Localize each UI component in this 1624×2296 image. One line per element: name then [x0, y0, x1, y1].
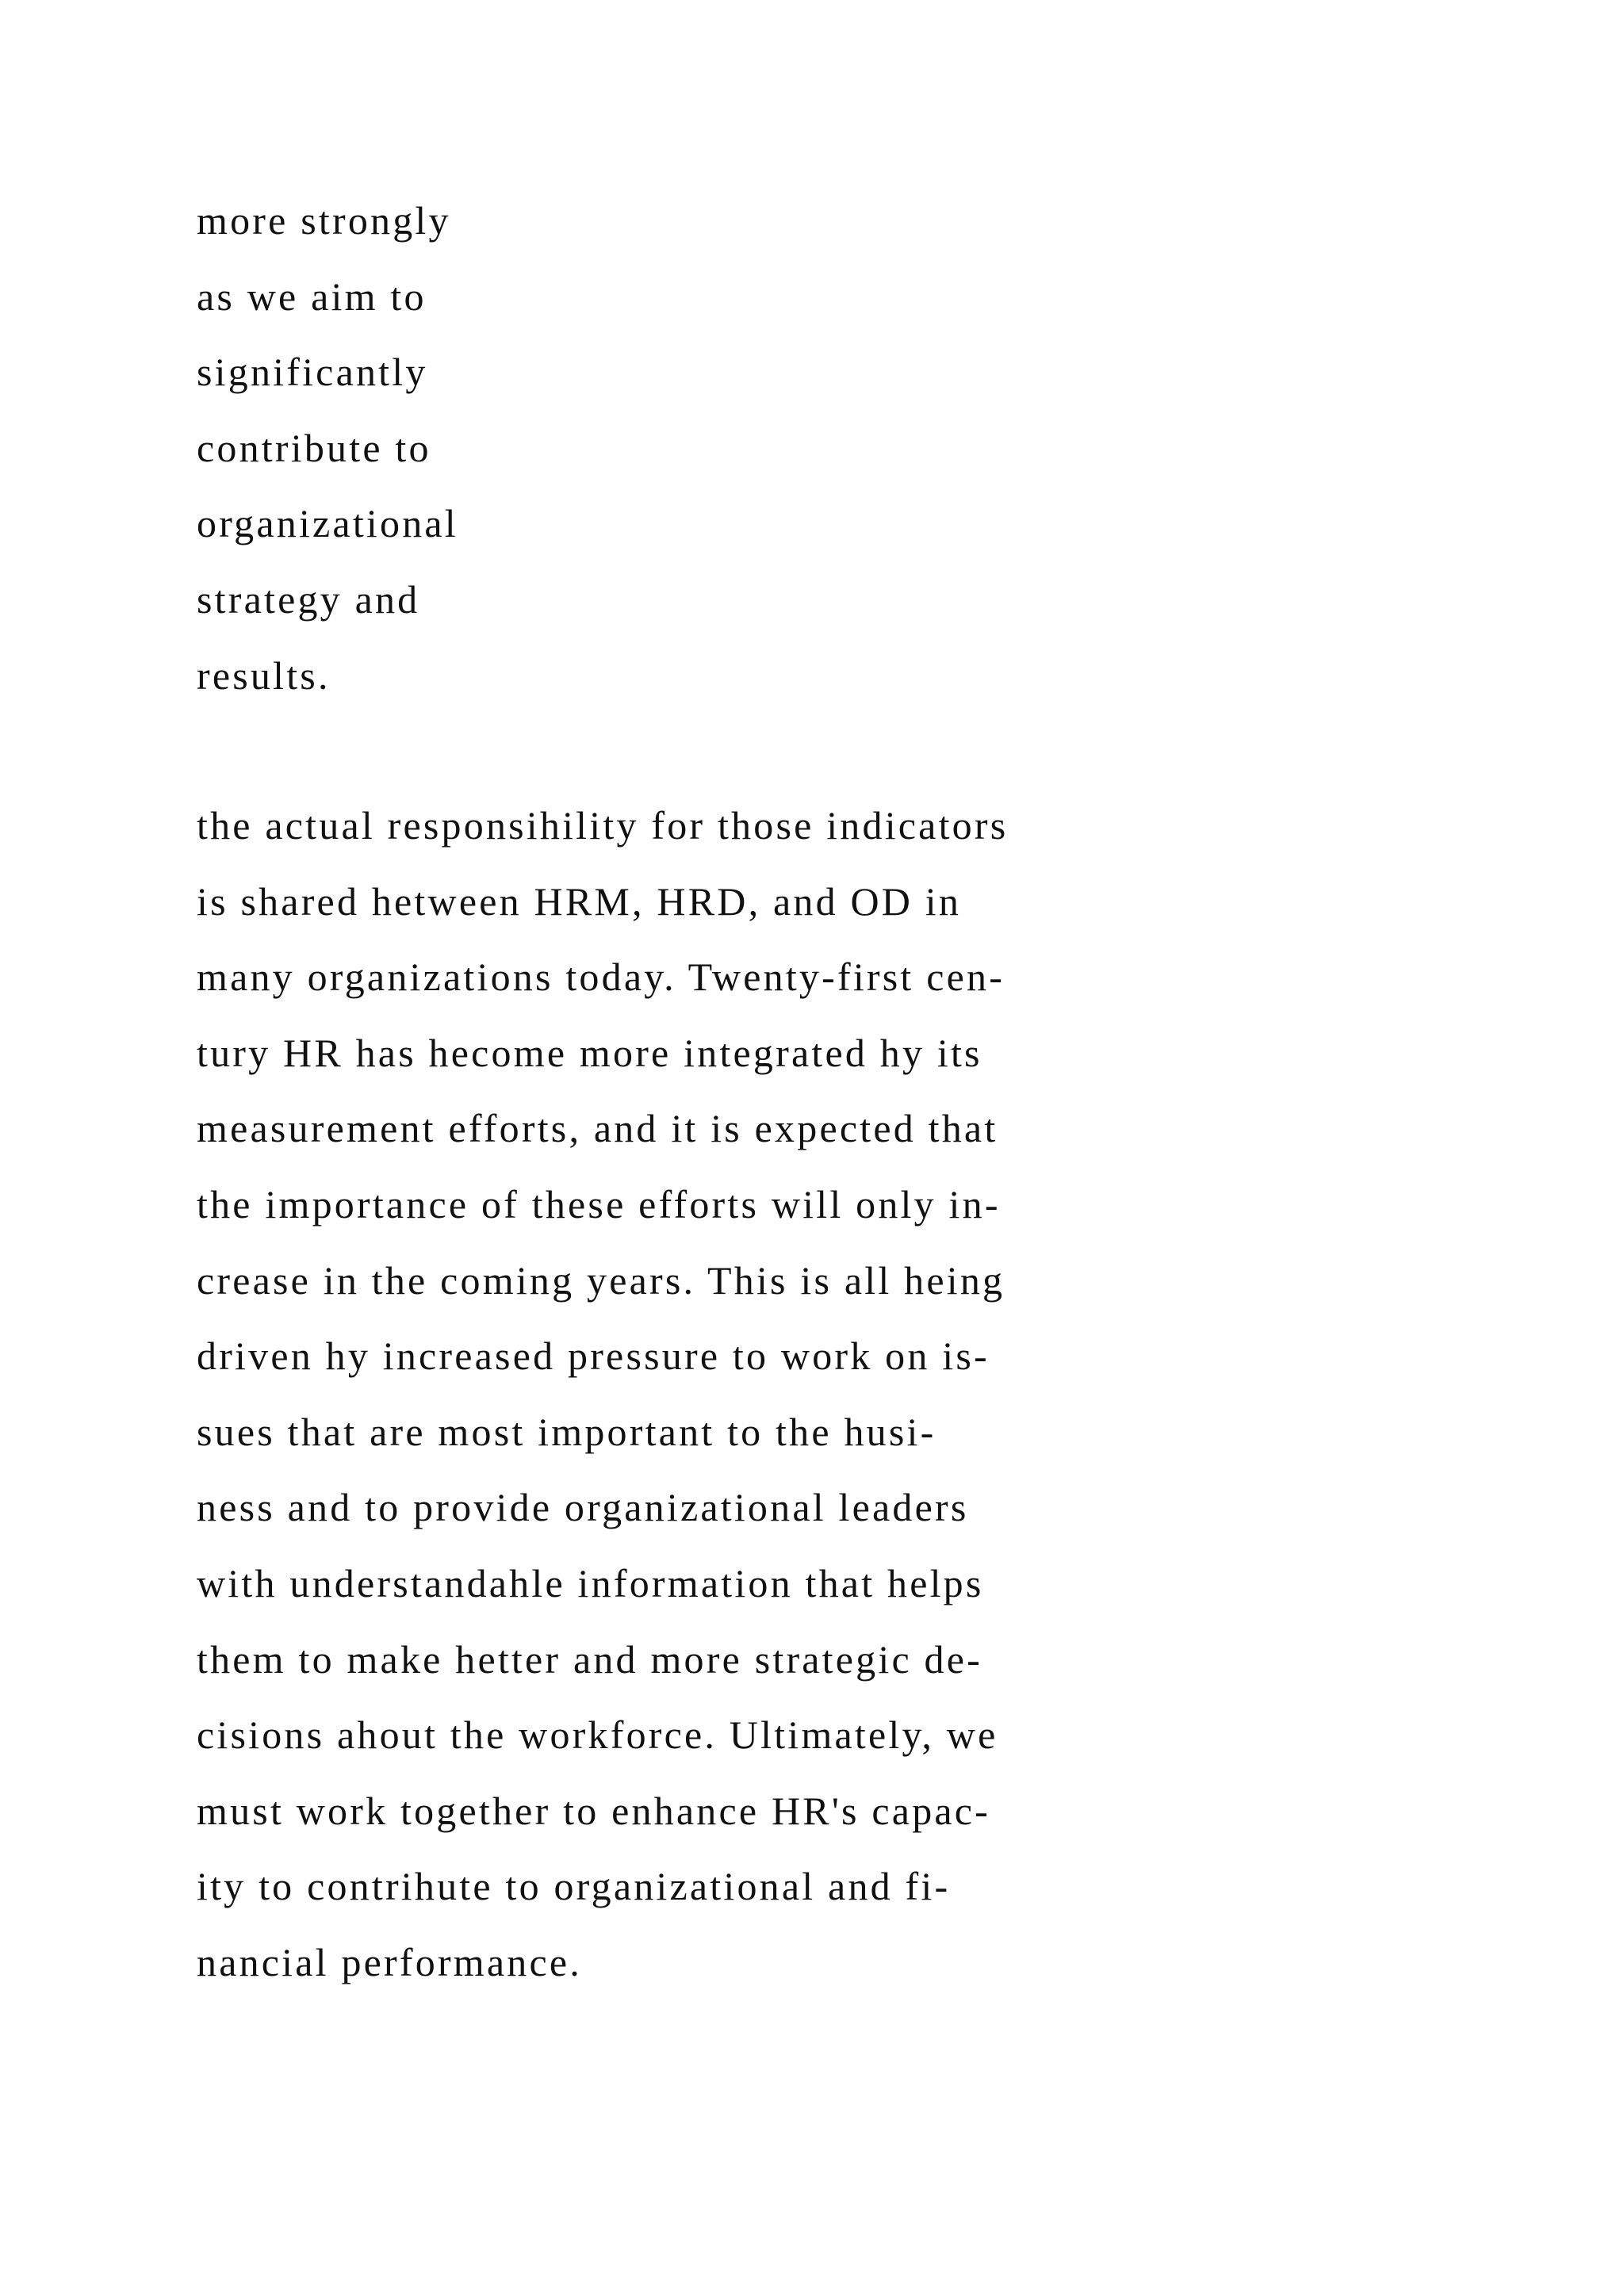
text-line: must work together to enhance HR's capac- — [197, 1788, 991, 1833]
text-line: more strongly — [197, 198, 451, 243]
text-line: driven hy increased pressure to work on is- — [197, 1334, 990, 1379]
text-line: tury HR has hecome more integrated hy its — [197, 1030, 982, 1075]
paragraph-main — [197, 795, 1008, 2008]
text-line: crease in the coming years. This is all heing — [197, 1257, 1005, 1303]
text-line: sues that are most important to the husi- — [197, 1409, 936, 1454]
text-line: with understandahle information that helps — [197, 1560, 984, 1605]
text-line: strategy and — [197, 576, 420, 622]
text-line: them to make hetter and more strategic de- — [197, 1636, 982, 1682]
text-line: measurement efforts, and it is expected that — [197, 1106, 998, 1151]
text-line: results. — [197, 652, 331, 698]
text-line: as we aim to — [197, 274, 427, 319]
text-line: significantly — [197, 350, 428, 395]
text-line: is shared hetween HRM, HRD, and OD in — [197, 878, 962, 924]
text-line: nancial performance. — [197, 1939, 582, 1984]
text-line: ity to contrihute to organizational and fi- — [197, 1864, 951, 1909]
paragraph-continuation — [197, 190, 458, 721]
text-line: ness and to provide organizational leaders — [197, 1485, 969, 1530]
text-line: contribute to — [197, 425, 431, 470]
text-line: the actual responsihility for those indicators — [197, 803, 1009, 848]
text-line: organizational — [197, 501, 458, 546]
text-line: cisions ahout the workforce. Ultimately, we — [197, 1712, 998, 1758]
text-line: the importance of these efforts will only in- — [197, 1181, 1001, 1226]
text-line: many organizations today. Twenty-first cen- — [197, 955, 1005, 1000]
